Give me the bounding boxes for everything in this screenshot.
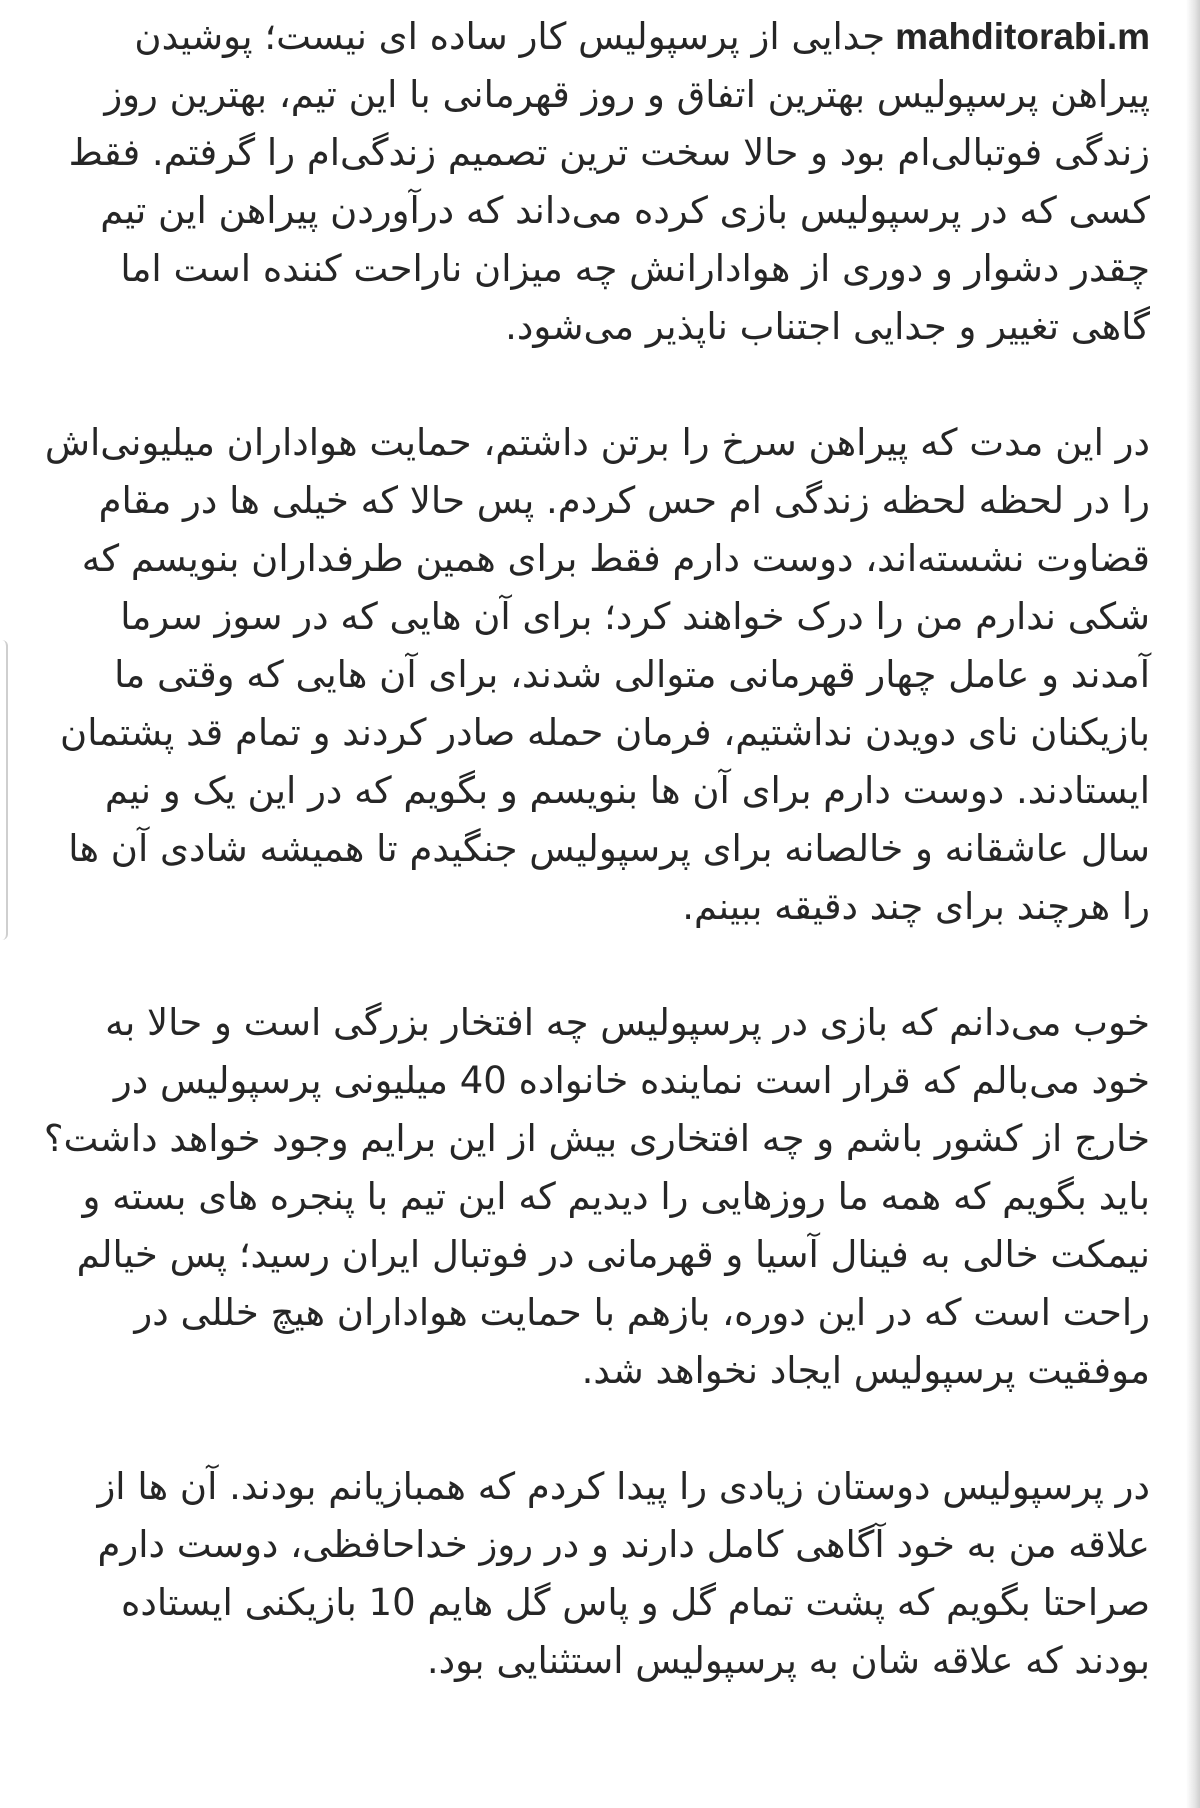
- username-link[interactable]: mahditorabi.m: [895, 16, 1150, 57]
- caption-paragraph-text: جدایی از پرسپولیس کار ساده ای نیست؛ پوشیدن پیراهن پرسپولیس بهترین اتفاق و روز قهرمانی با این تیم، بهترین روز زندگی فوتبالی‌ام بود و حالا سخت ترین تصمیم زندگی‌ام را گرفتم. فقط کسی که در پرسپولیس بازی کرده می‌داند که درآوردن پیراهن این تیم چقدر دشوار و دوری از هوادارانش چه میزان ناراحت کننده است اما گاهی تغییر و جدایی اجتناب ناپذیر می‌شود.: [68, 15, 1150, 348]
- caption-paragraph: خوب می‌دانم که بازی در پرسپولیس چه افتخار بزرگی است و حالا به خود می‌بالم که قرار است نماینده خانواده 40 میلیونی پرسپولیس در خارج از کشور باشم و چه افتخاری بیش از این برایم وجود خواهد داشت؟ باید بگویم که همه ما روزهایی را دیدیم که این تیم با پنجره های بسته و نیمکت خالی به فینال آسیا و قهرمانی در فوتبال ایران رسید؛ پس خیالم راحت است که در این دوره، بازهم با حمایت هواداران هیچ خللی در موفقیت پرسپولیس ایجاد نخواهد شد.: [43, 1001, 1150, 1392]
- caption-paragraph: در پرسپولیس دوستان زیادی را پیدا کردم که همبازیانم بودند. آن ها از علاقه من به خود آگاهی کامل دارند و در روز خداحافظی، دوست دارم صراحتا بگویم که پشت تمام گل و پاس گل هایم 10 بازیکنی ایستاده بودند که علاقه شان به پرسپولیس استثنایی بود.: [97, 1465, 1150, 1682]
- caption-paragraph: [38, 8, 1150, 356]
- screen-edge-shadow: [1186, 0, 1200, 1808]
- caption-paragraph: در این مدت که پیراهن سرخ را برتن داشتم، حمایت هواداران میلیونی‌اش را در لحظه لحظه زندگی ام حس کردم. پس حالا که خیلی ها در مقام قضاوت نشسته‌اند، دوست دارم فقط برای همین طرفداران بنویسم که شکی ندارم من را درک خواهند کرد؛ برای آن هایی که در سوز سرما آمدند و عامل چهار قهرمانی متوالی شدند، برای آن هایی که وقتی ما بازیکنان نای دویدن نداشتیم، فرمان حمله صادر کردند و تمام قد پشتمان ایستادند. دوست دارم برای آن ها بنویسم و بگویم که در این یک و نیم سال عاشقانه و خالصانه برای پرسپولیس جنگیدم تا همیشه شادی آن ها را هرچند برای چند دقیقه ببینم.: [44, 421, 1150, 928]
- scroll-indicator[interactable]: [0, 640, 8, 940]
- post-caption: [38, 8, 1150, 1690]
